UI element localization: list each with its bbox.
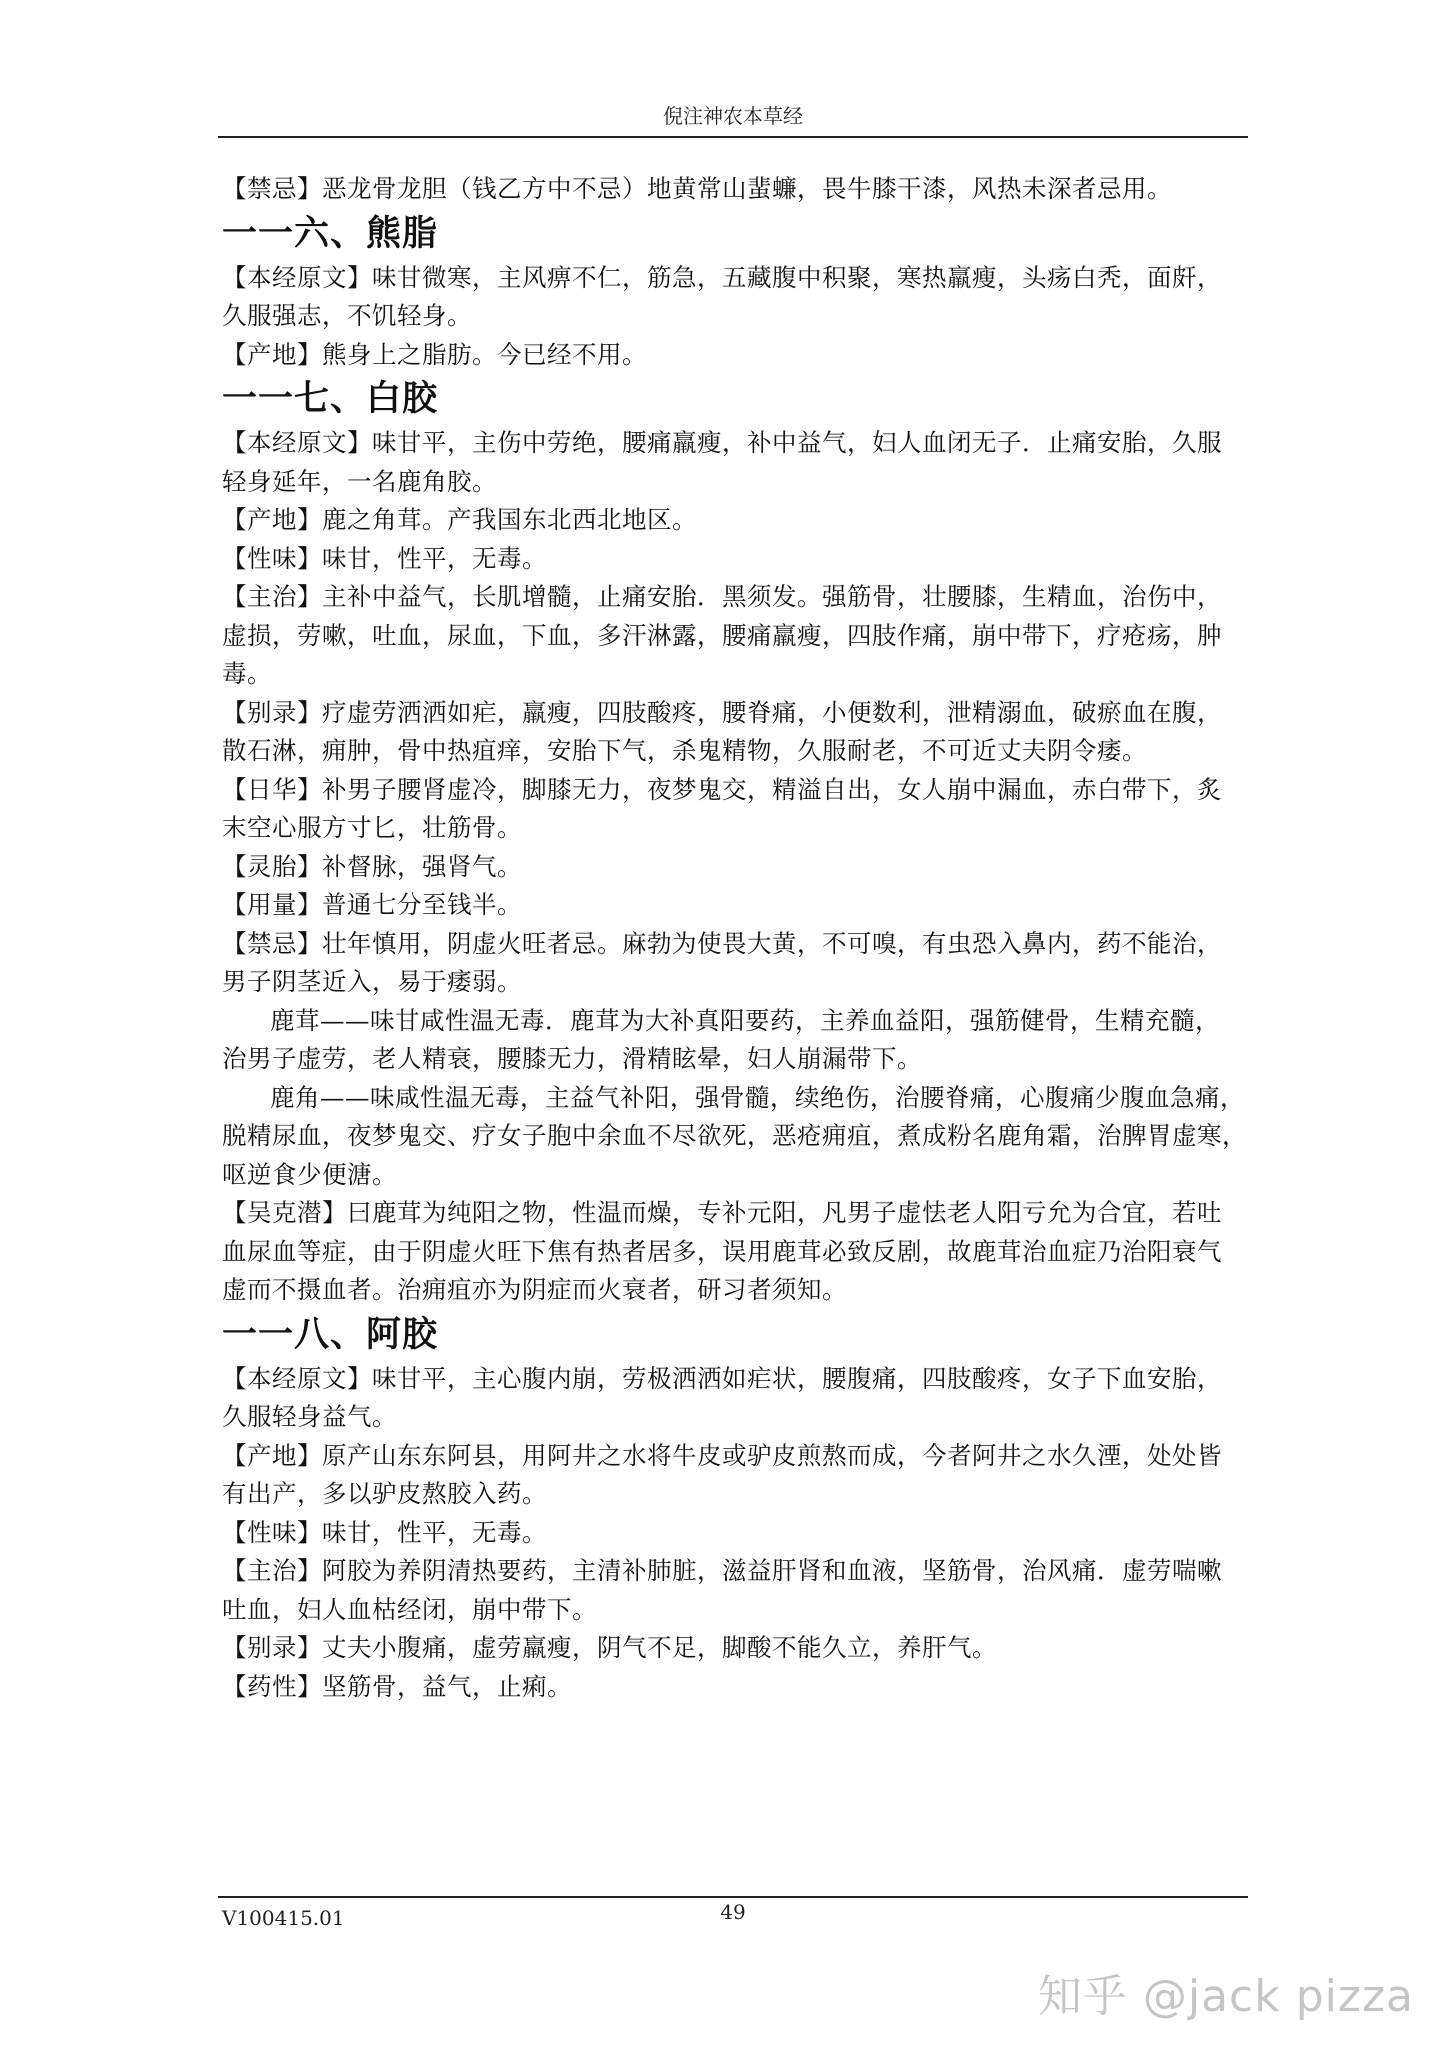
text-line: 久服轻身益气。: [222, 1402, 397, 1431]
text-line: 【吴克潜】曰鹿茸为纯阳之物，性温而燥，专补元阳，凡男子虚怯老人阳亏允为合宜，若吐: [222, 1198, 1222, 1227]
text-line: 【产地】熊身上之脂肪。今已经不用。: [222, 339, 647, 369]
text-line: 男子阴茎近入，易于痿弱。: [222, 967, 522, 996]
section-title: 一一八、阿胶: [222, 1313, 439, 1355]
text-line: 【本经原文】味甘平，主伤中劳绝，腰痛羸瘦，补中益气，妇人血闭无子．止痛安胎，久服: [222, 428, 1222, 457]
text-line: 【禁忌】壮年慎用，阴虚火旺者忌。麻勃为使畏大黄，不可嗅，有虫恐入鼻内，药不能治，: [222, 928, 1222, 958]
text-line: 【主治】阿胶为养阴清热要药，主清补肺脏，滋益肝肾和血液，坚筋骨，治风痛．虚劳喘嗽: [222, 1556, 1222, 1585]
text-line: 【灵胎】补督脉，强肾气。: [222, 851, 522, 881]
header-title: 倪注神农本草经: [663, 104, 803, 128]
text-line: 【本经原文】味甘平，主心腹内崩，劳极洒洒如疟状，腰腹痛，四肢酸疼，女子下血安胎，: [222, 1363, 1222, 1393]
text-line: 【禁忌】恶龙骨龙胆（钱乙方中不忌）地黄常山蜚蠊，畏牛膝干漆，风热未深者忌用。: [222, 174, 1172, 203]
text-line: 【产地】原产山东东阿县，用阿井之水将牛皮或驴皮煎熬而成，今者阿井之水久湮，处处皆: [222, 1440, 1222, 1470]
text-line: 【别录】丈夫小腹痛，虚劳羸瘦，阴气不足，脚酸不能久立，养肝气。: [222, 1633, 997, 1662]
text-line: 【性味】味甘，性平，无毒。: [222, 1517, 547, 1547]
section-title: 一一七、白胶: [222, 378, 439, 419]
text-line: 毒。: [222, 659, 272, 688]
text-line: 血尿血等症，由于阴虚火旺下焦有热者居多，误用鹿茸必致反剧，故鹿茸治血症乃治阳衰气: [222, 1236, 1222, 1266]
text-line: 【主治】主补中益气，长肌增髓，止痛安胎．黑须发。强筋骨，壮腰膝，生精血，治伤中，: [222, 582, 1222, 611]
text-line: 吐血，妇人血枯经闭，崩中带下。: [222, 1594, 597, 1624]
text-line: 【别录】疗虚劳洒洒如疟，羸瘦，四肢酸疼，腰脊痛，小便数利，泄精溺血，破瘀血在腹，: [222, 697, 1222, 727]
text-line: 鹿角——味咸性温无毒，主益气补阳，强骨髓，续绝伤，治腰脊痛，心腹痛少腹血急痛，: [270, 1082, 1245, 1112]
text-line: 轻身延年，一名鹿角胶。: [222, 466, 497, 496]
version-label: V100415.01: [222, 1906, 345, 1930]
text-line: 【性味】味甘，性平，无毒。: [222, 543, 547, 573]
page-content: [222, 170, 1252, 1706]
text-line: 鹿茸——味甘咸性温无毒．鹿茸为大补真阳要药，主养血益阳，强筋健骨，生精充髓，: [270, 1005, 1220, 1035]
page-header: [218, 100, 1248, 138]
text-line: 久服强志，不饥轻身。: [222, 301, 472, 330]
section-title: 一一六、熊脂: [222, 212, 439, 254]
text-line: 虚损，劳嗽，吐血，尿血，下血，多汗淋露，腰痛羸瘦，四肢作痛，崩中带下，疗疮疡，肿: [222, 620, 1222, 650]
text-line: 呕逆食少便溏。: [222, 1159, 397, 1189]
text-line: 脱精尿血，夜梦鬼交、疗女子胞中余血不尽欲死，恶疮痈疽，煮成粉名鹿角霜，治脾胃虚寒，: [222, 1121, 1247, 1150]
text-line: 【药性】坚筋骨，益气，止痢。: [222, 1671, 572, 1701]
page-number: 49: [720, 1900, 746, 1924]
text-line: 有出产，多以驴皮熬胶入药。: [222, 1479, 547, 1508]
text-line: 【产地】鹿之角茸。产我国东北西北地区。: [222, 505, 697, 534]
text-line: 【日华】补男子腰肾虚冷，脚膝无力，夜梦鬼交，精溢自出，女人崩中漏血，赤白带下，炙: [222, 774, 1222, 804]
text-line: 散石淋，痈肿，骨中热疽痒，安胎下气，杀鬼精物，久服耐老，不可近丈夫阴令痿。: [222, 736, 1147, 765]
page-footer: [218, 1896, 1248, 1938]
text-line: 【本经原文】味甘微寒，主风痹不仁，筋急，五藏腹中积聚，寒热羸瘦，头疡白秃，面皯，: [222, 262, 1222, 292]
text-line: 治男子虚劳，老人精衰，腰膝无力，滑精眩晕，妇人崩漏带下。: [222, 1044, 922, 1073]
text-line: 【用量】普通七分至钱半。: [222, 890, 522, 919]
watermark: 知乎 @jack pizza: [1037, 1971, 1414, 2022]
text-line: 虚而不摄血者。治痈疽亦为阴症而火衰者，研习者须知。: [222, 1275, 847, 1304]
text-line: 末空心服方寸匕，壮筋骨。: [222, 813, 522, 842]
